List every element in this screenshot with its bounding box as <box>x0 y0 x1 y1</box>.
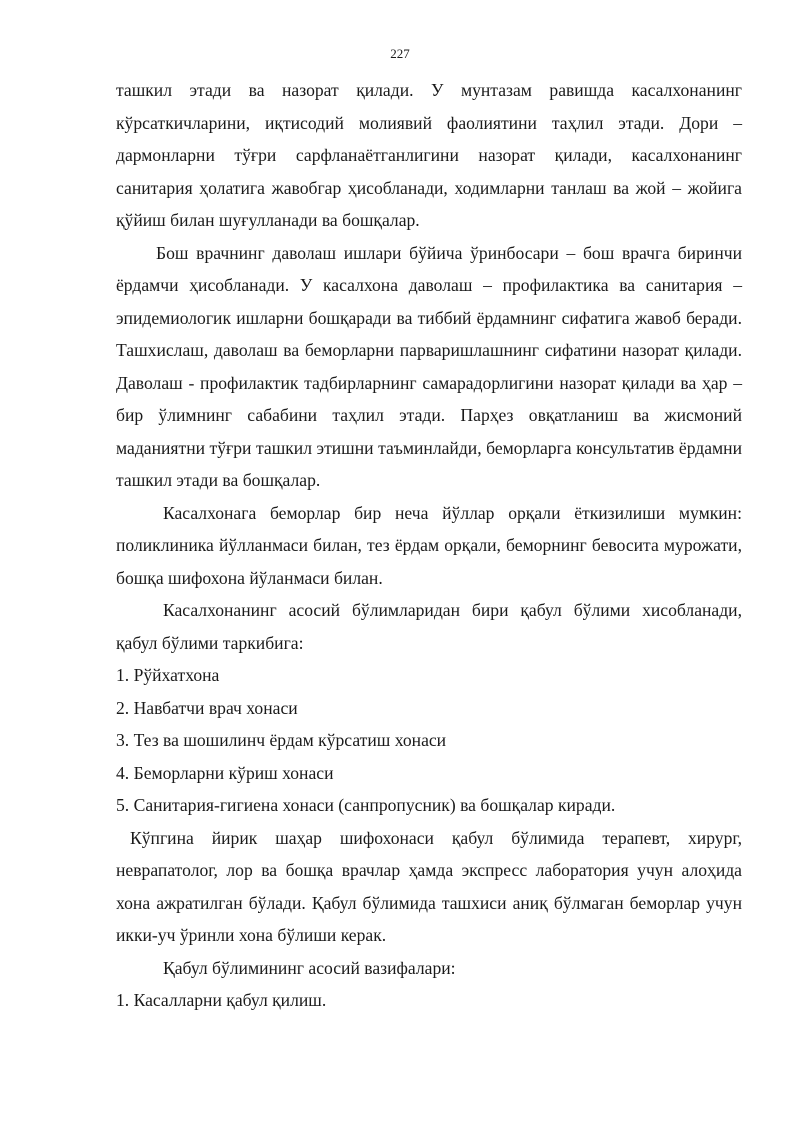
list-item: 5. Санитария-гигиена хонаси (санпропусник) ва бошқалар киради. <box>116 795 616 815</box>
page-number: 227 <box>390 46 410 61</box>
list-item: 2. Навбатчи врач хонаси <box>116 697 298 718</box>
paragraph-chief-doctor-duties: ташкил этади ва назорат қилади. У мунтазам равишда касалхонанинг кўрсаткичларини, иқтисодий молиявий фаолиятини таҳлил этади. Дори – дармонларни тўғри сарфланаётганлигини назорат қилади, касалхонанинг санитария ҳолатига жавобгар ҳисобланади, ходимларни танлаш ва жой – жойига қўйиш билан шуғулланади ва бошқалар. <box>116 80 742 230</box>
paragraph-reception-tasks-heading: Қабул бўлимининг асосий вазифалари: <box>163 957 456 978</box>
paragraph-large-hospital-reception: Кўпгина йирик шаҳар шифохонаси қабул бўлимида терапевт, хирург, неврапатолог, лор ва бошқа врачлар ҳамда экспресс лаборатория учун алоҳида хона ажратилган бўлади. Қабул бўлимида ташхиси аниқ бўлмаган беморлар учун икки-уч ўринли хона бўлиши керак. <box>116 827 742 945</box>
paragraph-deputy-chief-doctor: Бош врачнинг даволаш ишлари бўйича ўринбосари – бош врачга биринчи ёрдамчи ҳисобланади. У касалхона даволаш – профилактика ва санитария – эпидемиологик ишларни бошқаради ва тиббий ёрдамнинг сифатига жавоб беради. Ташхислаш, даволаш ва беморларни парваришлашнинг сифатини назорат қилади. Даволаш - профилактик тадбирларнинг самарадорлигини назорат қилади ва ҳар – бир ўлимнинг сабабини таҳлил этади. Парҳез овқатланиш ва жисмоний маданиятни тўғри ташкил этишни таъминлайди, беморларга консультатив ёрдамни ташкил этади ва бошқалар. <box>116 242 742 490</box>
list-item: 3. Тез ва шошилинч ёрдам кўрсатиш хонаси <box>116 730 447 750</box>
paragraph-admission-routes: Касалхонага беморлар бир неча йўллар орқали ёткизилиши мумкин: поликлиника йўлланмаси билан, тез ёрдам орқали, беморнинг бевосита мурожати, бошқа шифохона йўланмаси билан. <box>116 502 742 588</box>
document-body <box>116 74 742 1017</box>
list-item: 1. Касалларни қабул қилиш. <box>116 990 327 1010</box>
list-item: 4. Беморларни кўриш хонаси <box>116 762 334 783</box>
reception-composition-list <box>116 659 742 822</box>
reception-tasks-list <box>116 984 742 1017</box>
list-item: 1. Рўйхатхона <box>116 665 220 685</box>
paragraph-reception-department: Касалхонанинг асосий бўлимларидан бири қабул бўлими хисобланади, қабул бўлими таркибига: <box>116 600 742 653</box>
